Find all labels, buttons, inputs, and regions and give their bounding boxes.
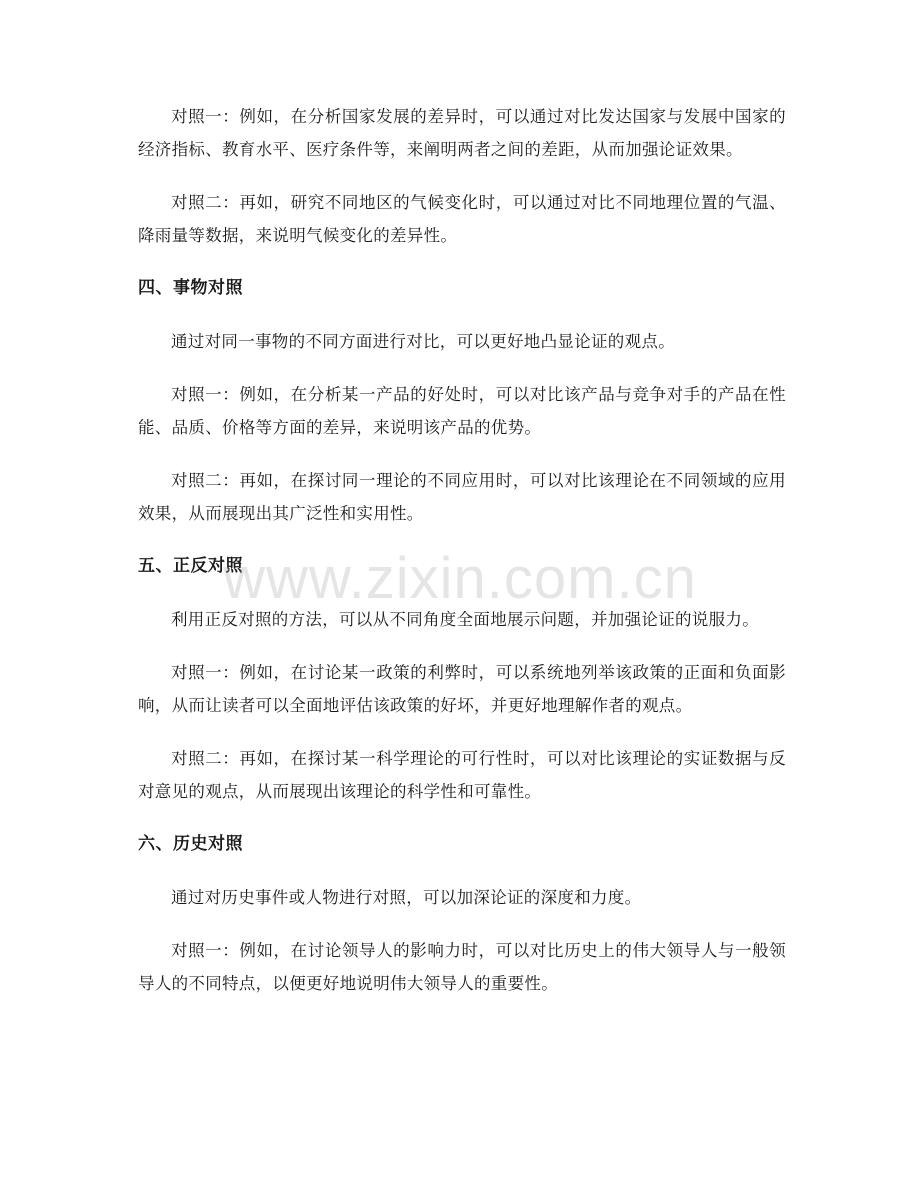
paragraph-contrast-one-product: 对照一：例如，在分析某一产品的好处时，可以对比该产品与竞争对手的产品在性能、品质、价格等方面的差异，来说明该产品的优势。 bbox=[138, 385, 786, 437]
document-body bbox=[138, 100, 786, 1020]
paragraph-contrast-two-science: 对照二：再如，在探讨某一科学理论的可行性时，可以对比该理论的实证数据与反对意见的观点，从而展现出该理论的科学性和可靠性。 bbox=[138, 749, 786, 801]
section-heading-five: 五、正反对照 bbox=[138, 556, 243, 576]
section-heading-six: 六、历史对照 bbox=[138, 834, 243, 854]
watermark: www.zixin.com.cn bbox=[223, 546, 697, 611]
paragraph-contrast-two-climate: 对照二：再如，研究不同地区的气候变化时，可以通过对比不同地理位置的气温、降雨量等数据，来说明气候变化的差异性。 bbox=[138, 193, 786, 245]
paragraph-contrast-one-national: 对照一：例如，在分析国家发展的差异时，可以通过对比发达国家与发展中国家的经济指标、教育水平、医疗条件等，来阐明两者之间的差距，从而加强论证效果。 bbox=[138, 107, 786, 159]
paragraph-history-intro: 通过对历史事件或人物进行对照，可以加深论证的深度和力度。 bbox=[171, 888, 642, 907]
paragraph-pros-cons-intro: 利用正反对照的方法，可以从不同角度全面地展示问题，并加强论证的说服力。 bbox=[171, 610, 759, 629]
section-heading-four: 四、事物对照 bbox=[138, 278, 243, 298]
paragraph-things-intro: 通过对同一事物的不同方面进行对比，可以更好地凸显论证的观点。 bbox=[171, 332, 675, 351]
paragraph-contrast-one-policy: 对照一：例如，在讨论某一政策的利弊时，可以系统地列举该政策的正面和负面影响，从而让读者可以全面地评估该政策的好坏，并更好地理解作者的观点。 bbox=[138, 663, 786, 715]
paragraph-contrast-two-theory: 对照二：再如，在探讨同一理论的不同应用时，可以对比该理论在不同领域的应用效果，从而展现出其广泛性和实用性。 bbox=[138, 471, 786, 523]
paragraph-contrast-one-leader: 对照一：例如，在讨论领导人的影响力时，可以对比历史上的伟大领导人与一般领导人的不同特点，以便更好地说明伟大领导人的重要性。 bbox=[138, 941, 786, 993]
